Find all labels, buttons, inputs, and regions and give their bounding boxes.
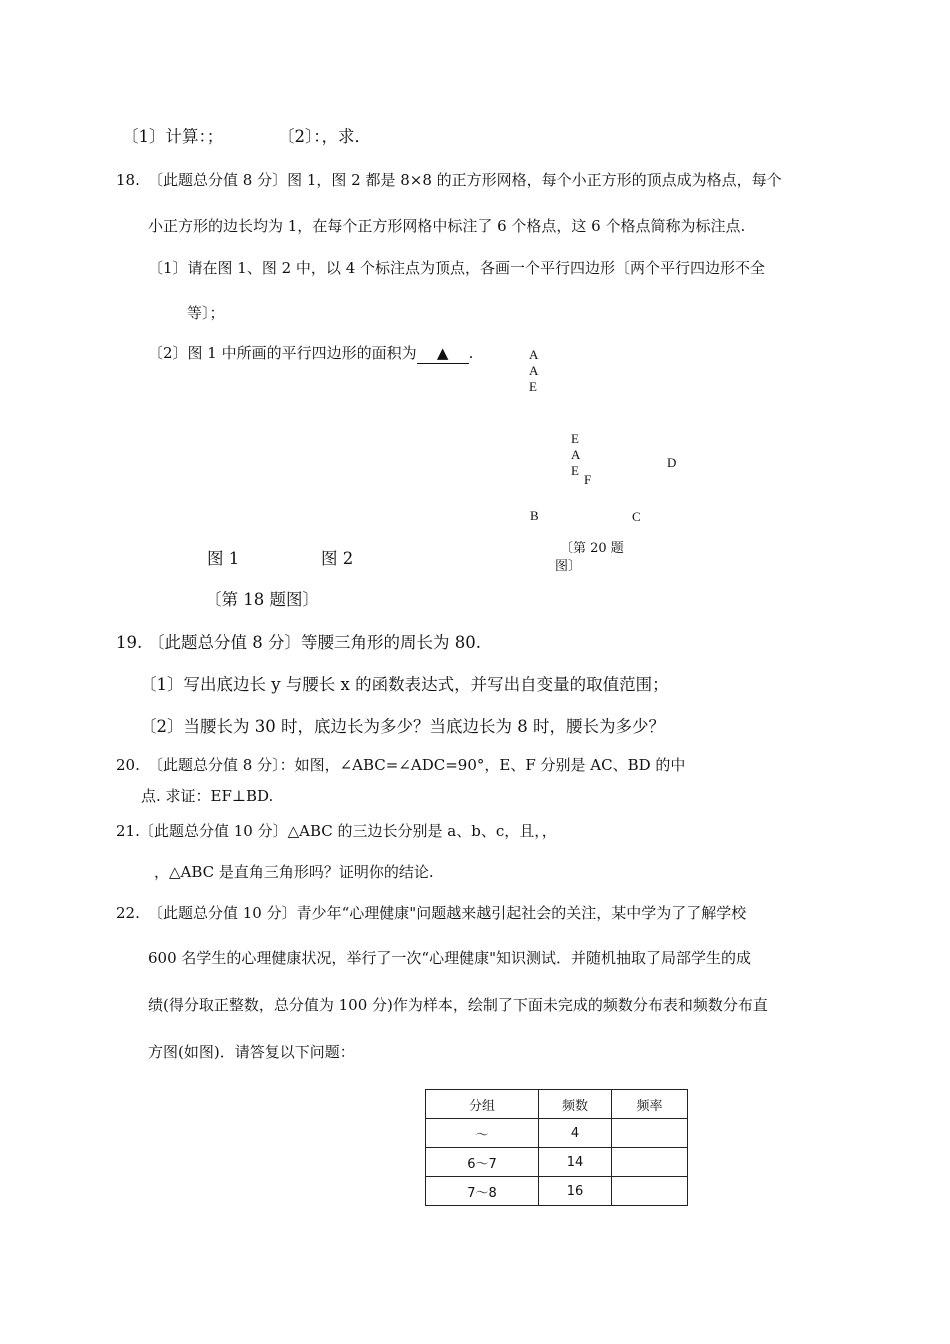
table-cell: 16 — [539, 1177, 612, 1206]
q22-line2: 600 名学生的心理健康状况，举行了一次“心理健康"知识测试．并随机抽取了局部学生的成 — [148, 949, 751, 967]
fig20-label-b: B — [530, 508, 539, 523]
fig20-label-f: F — [584, 472, 592, 487]
q18-sub2-suffix: . — [468, 344, 474, 362]
q22-line1: 〔此题总分值 10 分〕青少年“心理健康"问题越来越引起社会的关注，某中学为了了解学校 — [148, 904, 747, 922]
fig20-caption-line1: 〔第 20 题 — [560, 541, 624, 556]
fig20-label-e2: E — [571, 431, 579, 446]
fig20-label-d: D — [667, 455, 677, 470]
frequency-table — [425, 1089, 688, 1206]
answer-blank: ▲ — [417, 343, 469, 364]
table-cell: 4 — [539, 1119, 612, 1148]
q20-line1: 〔此题总分值 8 分〕：如图，∠ABC=∠ADC=90°，E、F 分别是 AC、BD 的中 — [148, 756, 686, 774]
q18-sub1: 〔1〕请在图 1、图 2 中，以 4 个标注点为顶点，各画一个平行四边形〔两个平行四边形不全 — [148, 259, 766, 277]
q21-line1: 〔此题总分值 10 分〕△ABC 的三边长分别是 a、b、c，且，， — [139, 822, 557, 840]
q22-number: 22. — [116, 904, 140, 922]
q19-sub2: 〔2〕当腰长为 30 时，底边长为多少？当底边长为 8 时，腰长为多少？ — [140, 717, 665, 736]
fig20-label-e1: E — [529, 379, 537, 394]
q18-number: 18. — [116, 171, 140, 189]
fig20-caption-line2: 图〕 — [555, 559, 582, 574]
q20-number: 20. — [116, 756, 140, 774]
fig20-label-e3: E — [571, 463, 579, 478]
q18-sub1-cont: 等〕； — [187, 304, 225, 322]
q22-line4: 方图(如图)．请答复以下问题： — [148, 1043, 355, 1061]
fig20-label-a2: A — [529, 363, 539, 378]
q18-line1: 〔此题总分值 8 分〕图 1，图 2 都是 8×8 的正方形网格，每个小正方形的顶点成为格点，每个 — [148, 171, 782, 189]
table-cell: 6～7 — [426, 1148, 539, 1177]
table-cell: ～ — [426, 1119, 539, 1148]
table-cell — [612, 1148, 688, 1177]
header-frequency: 频数 — [539, 1090, 612, 1119]
q19-number: 19. — [116, 633, 143, 652]
q18-line2: 小正方形的边长均为 1，在每个正方形网格中标注了 6 个格点，这 6 个格点简称为标注点. — [148, 217, 746, 235]
table-cell — [612, 1177, 688, 1206]
table-cell: 7～8 — [426, 1177, 539, 1206]
table-cell: 14 — [539, 1148, 612, 1177]
q21-line2: ，△ABC 是直角三角形吗？证明你的结论. — [154, 863, 434, 881]
table-row — [426, 1177, 688, 1206]
fig20-label-c: C — [632, 509, 641, 524]
header-group: 分组 — [426, 1090, 539, 1119]
q17-part1: 〔1〕计算：； — [122, 127, 224, 146]
q19-sub1: 〔1〕写出底边长 y 与腰长 x 的函数表达式，并写出自变量的取值范围； — [140, 675, 669, 694]
q18-sub2 — [148, 343, 473, 364]
fig1-caption: 图 1 — [207, 549, 240, 568]
table-header-row — [426, 1090, 688, 1119]
table-cell — [612, 1119, 688, 1148]
fig20-label-a1: A — [529, 347, 539, 362]
q22-line3: 绩(得分取正整数，总分值为 100 分)作为样本，绘制了下面未完成的频数分布表和频数分布直 — [148, 996, 768, 1014]
fig20-label-a3: A — [571, 447, 581, 462]
q19-stem: 〔此题总分值 8 分〕等腰三角形的周长为 80. — [148, 633, 481, 652]
q18-figure-caption: 〔第 18 题图〕 — [205, 590, 319, 609]
q21-number: 21. — [116, 822, 140, 840]
fig2-caption: 图 2 — [321, 549, 354, 568]
q20-line2: 点. 求证：EF⊥BD. — [141, 787, 274, 805]
table-row — [426, 1119, 688, 1148]
q17-part2: 〔2〕：，求． — [278, 127, 371, 146]
q18-sub2-prefix: 〔2〕图 1 中所画的平行四边形的面积为 — [148, 344, 417, 362]
table-row — [426, 1148, 688, 1177]
header-rate: 频率 — [612, 1090, 688, 1119]
